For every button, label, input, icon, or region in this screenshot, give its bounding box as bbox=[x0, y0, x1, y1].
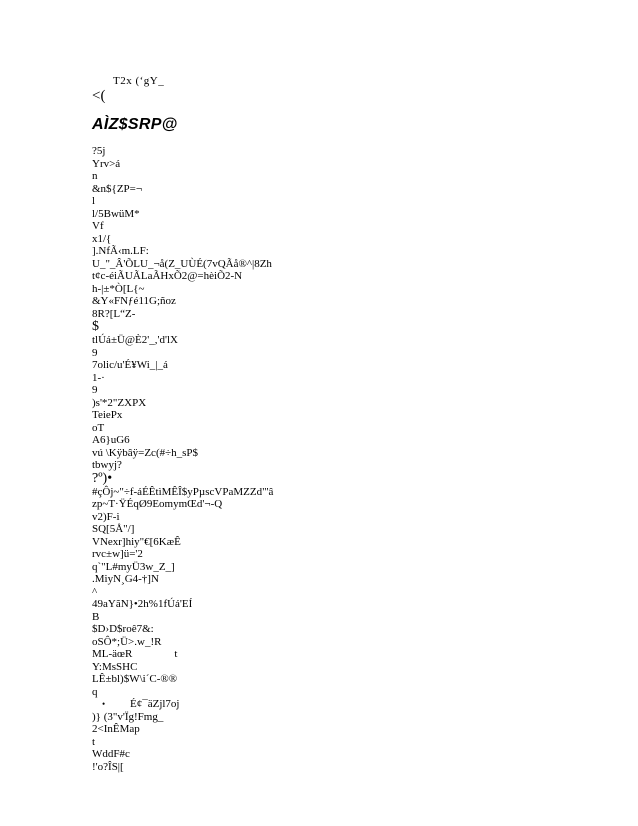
text-line-content: 9 bbox=[92, 384, 98, 396]
text-line bbox=[92, 397, 273, 410]
text-line bbox=[92, 434, 273, 447]
text-line-content: zp~T·ŸÉqØ9EomymŒd'¬-Q bbox=[92, 498, 223, 510]
text-line-content: l bbox=[92, 195, 96, 207]
text-line-content: q bbox=[92, 685, 98, 698]
text-line bbox=[92, 648, 273, 661]
text-line bbox=[92, 233, 273, 246]
text-line bbox=[92, 320, 273, 334]
text-line bbox=[92, 673, 273, 686]
text-line-content: tbwyj? bbox=[92, 459, 122, 471]
text-line-content: Y:MsSHC bbox=[92, 660, 138, 673]
text-line bbox=[92, 661, 273, 674]
text-line bbox=[92, 748, 273, 761]
text-line bbox=[92, 623, 273, 636]
text-line-content: )} (3"v'Ïg!Fmg_ bbox=[92, 710, 164, 723]
text-line-content: t¢c-éiÃUÃLaÃHxÕ2@=hèiÕ2-N bbox=[92, 270, 243, 282]
page-header: T2x (‘gY_ bbox=[113, 75, 165, 87]
text-line-content: TeiePx bbox=[92, 409, 123, 421]
text-line bbox=[92, 258, 273, 271]
text-line-content: oT bbox=[92, 421, 105, 434]
text-line bbox=[92, 536, 273, 549]
text-lines bbox=[92, 145, 273, 773]
text-line bbox=[92, 511, 273, 524]
text-line bbox=[92, 698, 273, 711]
text-line bbox=[92, 498, 273, 511]
text-line bbox=[92, 308, 273, 321]
text-line bbox=[92, 384, 273, 397]
text-line-content: SQ[5Å"/] bbox=[92, 523, 135, 535]
text-line bbox=[92, 372, 273, 385]
text-line bbox=[92, 220, 273, 233]
text-line-content: !'o?ÎS|[ bbox=[92, 760, 124, 773]
text-line-content: n bbox=[92, 170, 98, 182]
bullet-icon: • bbox=[102, 699, 106, 709]
text-line-content: &Y«FNƒé11G;ñoz bbox=[92, 295, 176, 307]
text-line-content: ].NfÃ‹m.LF: bbox=[92, 245, 149, 257]
text-line-content: LÊ±bl)$W\i´C-®® bbox=[92, 673, 178, 685]
text-line bbox=[92, 145, 273, 158]
text-line-content: B bbox=[92, 610, 100, 623]
text-line-content: ?5j bbox=[92, 145, 106, 157]
text-line-content: #çÔj~"÷f-áÉÊtìMÊÎ$yPµscVPaMZZd"'â bbox=[92, 485, 274, 498]
text-line bbox=[92, 561, 273, 574]
text-line-content: t bbox=[92, 735, 96, 748]
text-line-content: )s'*2"ZXPX bbox=[92, 396, 147, 409]
text-line-content: x1/{ bbox=[92, 232, 112, 245]
text-line bbox=[92, 486, 273, 499]
text-line bbox=[92, 573, 273, 586]
text-line bbox=[92, 598, 273, 611]
text-line bbox=[92, 736, 273, 749]
text-line-content: oSÔ*;Ü>.w_!R bbox=[92, 635, 162, 648]
text-line-content: &n${ZP=¬ bbox=[92, 182, 143, 195]
text-line-content: ?º)• bbox=[92, 470, 113, 486]
text-line-content: A6}uG6 bbox=[92, 434, 130, 446]
text-line bbox=[92, 686, 273, 699]
text-line-content: 2<InÊMap bbox=[92, 723, 140, 735]
text-line-content: ^ bbox=[92, 585, 98, 598]
text-line-content: tlÚá±Ü@È2'_,'d'lX bbox=[92, 334, 178, 346]
text-line-content: Yrv>á bbox=[92, 157, 121, 170]
text-line-content: $D›D$roê7&: bbox=[92, 623, 154, 635]
text-line-content: v2)F-i bbox=[92, 510, 120, 523]
text-line bbox=[92, 636, 273, 649]
text-line-content: VNexr]hiy"€[6KæÊ bbox=[92, 535, 181, 548]
text-line-content: .MiyN¸G4-†]N bbox=[92, 573, 159, 585]
text-line bbox=[92, 723, 273, 736]
text-line bbox=[92, 170, 273, 183]
text-line bbox=[92, 711, 273, 724]
text-line-content: $ bbox=[92, 319, 99, 334]
page-heading: AÌZ$SRP@ bbox=[92, 116, 178, 133]
text-line-content: l/5BwüM* bbox=[92, 207, 140, 220]
text-line bbox=[92, 158, 273, 171]
text-line-content: rvc±w]ü='2 bbox=[92, 548, 143, 560]
text-line-content: q`"L#myÜ3w_Z_] bbox=[92, 560, 175, 573]
text-line bbox=[92, 347, 273, 360]
text-line bbox=[92, 548, 273, 561]
text-line bbox=[92, 611, 273, 624]
text-line-content: 1-· bbox=[92, 371, 105, 384]
text-line bbox=[92, 359, 273, 372]
text-line bbox=[92, 208, 273, 221]
text-line bbox=[92, 245, 273, 258]
text-line bbox=[92, 422, 273, 435]
text-line-content: Vf bbox=[92, 220, 104, 232]
text-line bbox=[92, 761, 273, 774]
text-line bbox=[92, 283, 273, 296]
text-line bbox=[92, 195, 273, 208]
text-line-content: É¢¯äZjl7oj bbox=[130, 698, 180, 710]
text-line-content: 7olic/u'É¥Wi_|_á bbox=[92, 359, 168, 371]
text-line bbox=[92, 270, 273, 283]
text-line bbox=[92, 409, 273, 422]
text-line bbox=[92, 295, 273, 308]
text-line-content: WddF#c bbox=[92, 748, 130, 760]
sub-header: <( bbox=[92, 88, 106, 104]
text-line-content: 9 bbox=[92, 346, 98, 359]
text-line-content: 49aYãN}•2h%1fÚá'EÍ bbox=[92, 598, 193, 610]
text-line bbox=[92, 447, 273, 460]
text-line bbox=[92, 523, 273, 536]
text-line-content: vú \Kÿbâÿ=Zc(#÷h_sP$ bbox=[92, 446, 199, 459]
text-line bbox=[92, 459, 273, 472]
text-line bbox=[92, 586, 273, 599]
text-line-content: ML-äœR bbox=[92, 648, 133, 660]
text-line bbox=[92, 334, 273, 347]
text-line-content: h-|±*Ò[L{~ bbox=[92, 282, 145, 295]
text-line bbox=[92, 472, 273, 486]
text-line-tab-content: t bbox=[174, 648, 178, 660]
text-line bbox=[92, 183, 273, 196]
text-line-content: U_"_Â'ÕLU_¬å(Z_UÙÉ(7vQÃå®^|8Zh bbox=[92, 257, 272, 270]
text-line-content: 8R?[L“Z- bbox=[92, 307, 136, 320]
